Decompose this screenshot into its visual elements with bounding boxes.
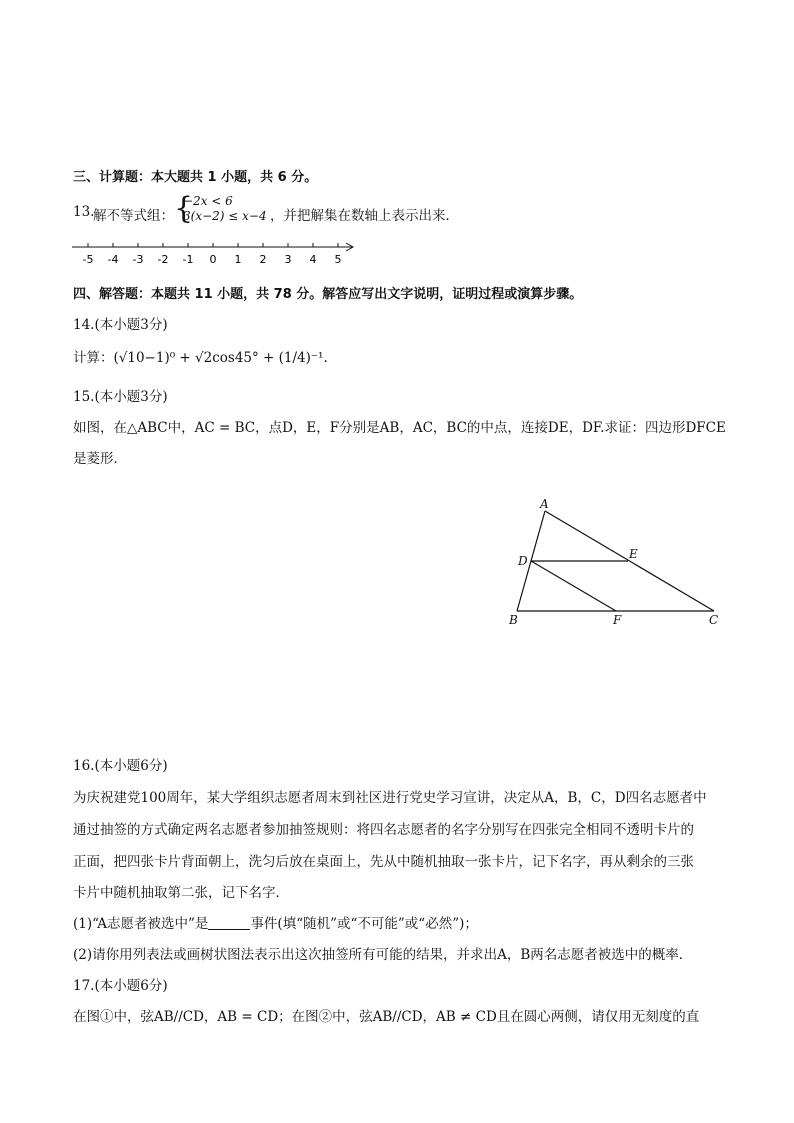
number-line-ticks xyxy=(83,243,342,266)
answer-blank xyxy=(208,917,250,930)
tick-label: -5 xyxy=(82,253,94,266)
q14-expression: 计算：(√10−1)⁰ + √2cos45° + (1/4)⁻¹. xyxy=(73,350,328,366)
section-4-title: 四、解答题：本题共 11 小题，共 78 分。解答应写出文字说明，证明过程或演算步骤。 xyxy=(73,287,583,302)
number-line xyxy=(70,236,360,266)
q13-number: 13. xyxy=(73,204,95,220)
label-D: D xyxy=(518,554,528,568)
label-F: F xyxy=(613,613,622,627)
segment-DF xyxy=(531,561,616,611)
q15-text-line-2: 是菱形． xyxy=(73,451,127,467)
q15-text-line-1: 如图，在△ABC中，AC = BC，点D，E，F分别是AB，AC，BC的中点，连接DE，DF.求证：四边形DFCE xyxy=(73,420,726,436)
tick-label: -1 xyxy=(182,253,194,266)
q16-part-2: (2)请你用列表法或画树状图法表示出这次抽签所有可能的结果，并求出A，B两名志愿者被选中的概率． xyxy=(73,947,693,963)
q16-header: 16.(本小题6分) xyxy=(73,758,168,774)
q16-text-line-3: 正面，把四张卡片背面朝上，洗匀后放在桌面上，先从中随机抽取一张卡片，记下名字，再从剩余的三张 xyxy=(73,854,694,870)
tick-label: -2 xyxy=(157,253,169,266)
tick-label: 3 xyxy=(284,253,292,266)
tick-label: -4 xyxy=(107,253,119,266)
tick-label: 1 xyxy=(234,253,242,266)
q16-part-1 xyxy=(73,912,478,932)
q15-header: 15.(本小题3分) xyxy=(73,389,168,405)
q13-inequality-1: −2x < 6 xyxy=(183,194,233,208)
q16-text-line-2: 通过抽签的方式确定两名志愿者参加抽签规则：将四名志愿者的名字分别写在四张完全相同不透明卡片的 xyxy=(73,822,694,838)
q14-header: 14.(本小题3分) xyxy=(73,317,168,333)
label-C: C xyxy=(709,613,719,627)
tick-label: 2 xyxy=(259,253,267,266)
tick-label: -3 xyxy=(132,253,144,266)
tick-label: 0 xyxy=(209,253,217,266)
triangle-figure xyxy=(500,495,730,630)
label-A: A xyxy=(540,497,549,511)
label-B: B xyxy=(509,613,518,627)
tick-label: 4 xyxy=(309,253,317,266)
q13-suffix: ，并把解集在数轴上表示出来． xyxy=(270,208,459,224)
q13-inequality-2: 3(x−2) ≤ x−4 xyxy=(183,209,267,223)
q13-prefix: 解不等式组： xyxy=(93,208,174,224)
label-E: E xyxy=(629,547,638,561)
q16-part-1-a: (1)“A志愿者被选中”是 xyxy=(73,916,209,932)
q17-header: 17.(本小题6分) xyxy=(73,978,168,994)
q16-part-1-b: 事件(填“随机”或“不可能”或“必然”)； xyxy=(250,916,478,932)
system-brace: { xyxy=(174,191,194,226)
q16-text-line-4: 卡片中随机抽取第二张，记下名字． xyxy=(73,885,289,901)
section-3-title: 三、计算题：本大题共 1 小题，共 6 分。 xyxy=(73,170,318,185)
q17-text-line-1: 在图①中，弦AB//CD，AB = CD；在图②中，弦AB//CD，AB ≠ CD且在圆心两侧，请仅用无刻度的直 xyxy=(73,1009,700,1025)
tick-label: 5 xyxy=(334,253,342,266)
q16-text-line-1: 为庆祝建党100周年，某大学组织志愿者周末到社区进行党史学习宣讲，决定从A，B，C，D四名志愿者中 xyxy=(73,790,707,806)
